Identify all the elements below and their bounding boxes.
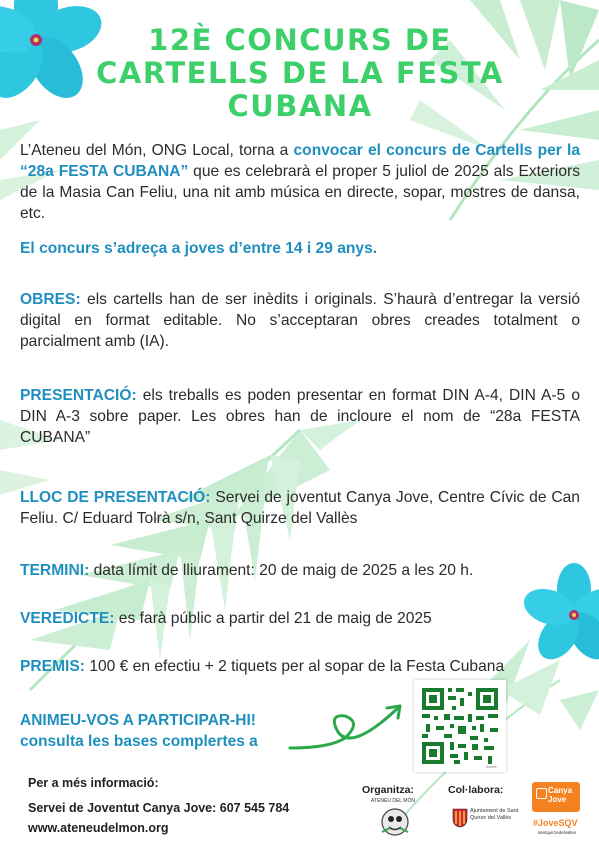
- canya-jove-logo: [532, 782, 580, 812]
- section-veredicte: [20, 608, 580, 629]
- section-label: PRESENTACIÓ:: [20, 387, 137, 404]
- section-label: LLOC DE PRESENTACIÓ:: [20, 489, 211, 506]
- page-title: [40, 24, 560, 123]
- section-termini: [20, 560, 580, 581]
- intro-highlight: convocar el concurs de Cartells per la “28a FESTA CUBANA”: [20, 142, 581, 180]
- contact-service: Servei de Joventut Canya Jove: 607 545 784: [28, 801, 290, 815]
- intro-paragraph: [20, 140, 580, 224]
- section-text: data límit de lliurament: 20 de maig de 2025 a les 20 h.: [89, 562, 474, 579]
- contact-heading: Per a més informació:: [28, 776, 159, 790]
- section-text: els cartells han de ser inèdits i originals. S’haurà d’entregar la versió digital en format editable. No s’acceptaran obres creades totalment o parcialment amb (IA).: [20, 291, 580, 350]
- chat-bubble-icon: [536, 788, 547, 799]
- intro-text-continued: que es celebrarà el proper 5 juliol de 2025 als Exteriors de la Masia Can Feliu, una nit amb música en directe, sopar, mostres de dansa, etc.: [20, 163, 580, 222]
- call-to-action: [20, 710, 258, 752]
- ateneu-logo-icon: [380, 806, 410, 838]
- section-presentacio: [20, 385, 580, 448]
- section-text: els treballs es poden presentar en format DIN A-4, DIN A-5 o DIN A-3 sobre paper. Les obres han de incloure el nom de “28a FESTA CUBANA”: [20, 387, 580, 446]
- section-text: Servei de joventut Canya Jove, Centre Cívic de Can Feliu. C/ Eduard Tolrà s/n, Sant Quirze del Vallès: [20, 489, 580, 527]
- ateneu-logo-text: ATENEU DEL MÓN: [371, 798, 415, 804]
- title-line: CARTELLS DE LA FESTA: [96, 56, 504, 90]
- qr-code[interactable]: [414, 680, 506, 772]
- ajuntament-shield-icon: [452, 808, 468, 828]
- qr-caption: bases: [486, 764, 497, 769]
- section-label: TERMINI:: [20, 562, 90, 579]
- cta-line: consulta les bases complertes a: [20, 733, 258, 750]
- section-text: es farà públic a partir del 21 de maig de 2025: [114, 610, 432, 627]
- canya-hashtag: #JoveSQV: [533, 818, 578, 828]
- website-link[interactable]: www.ateneudelmon.org: [28, 821, 169, 835]
- collabora-label: Col·labora:: [448, 784, 504, 796]
- section-premis: [20, 656, 580, 677]
- section-label: VEREDICTE:: [20, 610, 115, 627]
- section-label: OBRES:: [20, 291, 81, 308]
- ajuntament-logo-text: Ajuntament de Sant Quirze del Vallès: [470, 808, 519, 821]
- section-obres: [20, 289, 580, 352]
- intro-text: L’Ateneu del Món, ONG Local, torna a: [20, 142, 294, 159]
- cta-line: ANIMEU-VOS A PARTICIPAR-HI!: [20, 712, 256, 729]
- section-text: 100 € en efectiu + 2 tiquets per al sopar de la Festa Cubana: [84, 658, 505, 675]
- section-label: PREMIS:: [20, 658, 85, 675]
- organitza-label: Organitza:: [362, 784, 414, 796]
- title-line: CUBANA: [227, 89, 373, 123]
- audience-text: El concurs s’adreça a joves d’entre 14 i 29 anys.: [20, 240, 378, 257]
- canya-web: santquirzedelvalles: [537, 830, 577, 835]
- section-lloc: [20, 487, 580, 529]
- canya-jove-text: Canya Jove: [548, 786, 573, 804]
- title-line: 12È CONCURS DE: [148, 23, 452, 57]
- qr-code-icon: [414, 680, 506, 772]
